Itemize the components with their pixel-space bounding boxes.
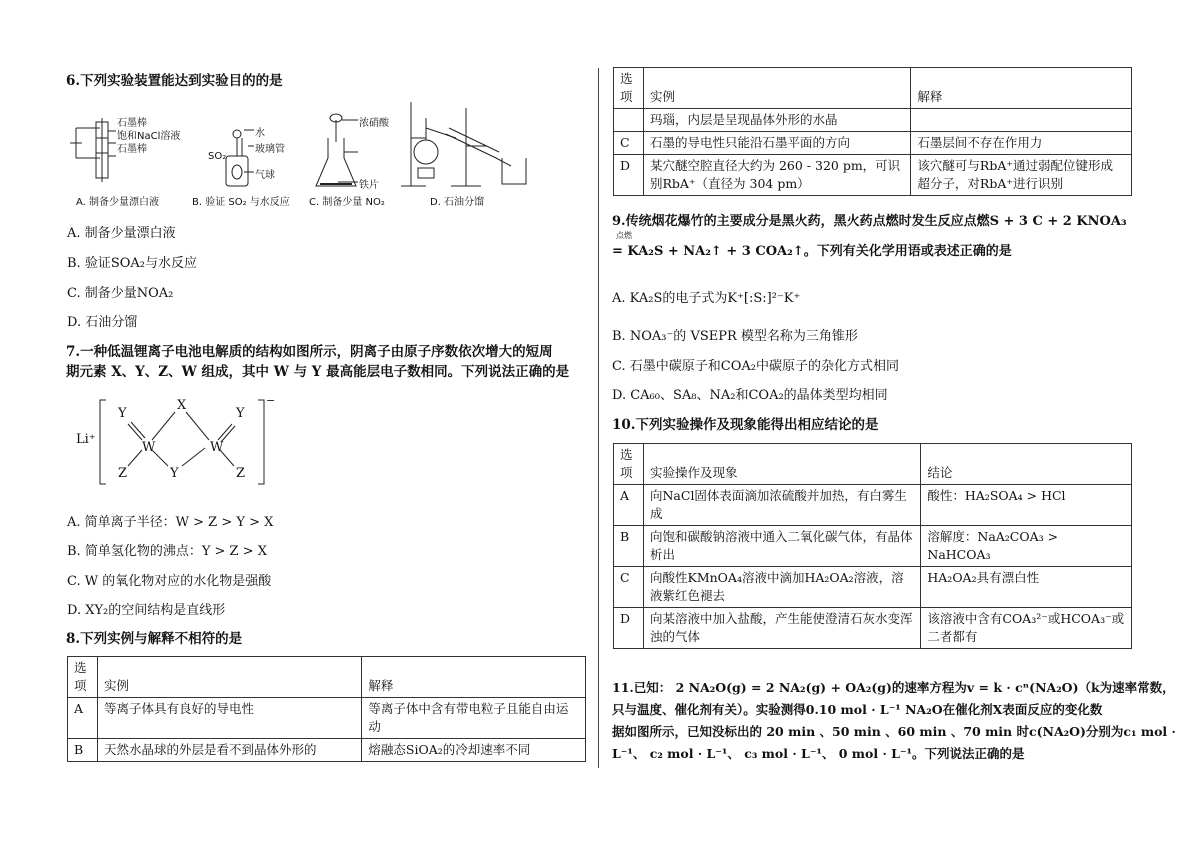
fig-label-b4: 气球	[255, 170, 275, 181]
q9-condition: 点燃	[616, 231, 632, 240]
fig-caption-a: A. 制备少量漂白液	[76, 197, 160, 208]
fig-label-b2: 玻璃管	[255, 144, 285, 155]
q10-table	[613, 443, 1132, 649]
cell-conclusion: 酸性：HA₂SOA₄ > HCl	[921, 485, 1132, 526]
apparatus-c	[316, 114, 358, 186]
cell-option: C	[614, 132, 644, 155]
header-explanation: 解释	[911, 68, 1132, 109]
cell-option: B	[614, 526, 644, 567]
table-row	[614, 109, 1132, 132]
header-option: 选 项	[68, 657, 98, 698]
q7-option-d: D. XY₂的空间结构是直线形	[67, 603, 226, 618]
q6-option-c: C. 制备少量NOA₂	[67, 286, 174, 301]
q7-atom-x: X	[177, 398, 187, 413]
q7-atom-z1: Z	[118, 466, 128, 481]
fig-label-c1: 浓硝酸	[359, 118, 389, 129]
cell-conclusion: HA₂OA₂具有漂白性	[921, 567, 1132, 608]
apparatus-a	[70, 118, 116, 182]
fig-label-b1: 水	[255, 128, 265, 139]
cell-option: C	[614, 567, 644, 608]
header-conclusion: 结论	[921, 444, 1132, 485]
column-divider	[598, 68, 599, 768]
question-6-stem: 6.下列实验装置能达到实验目的的是	[66, 73, 283, 89]
fig-caption-b: B. 验证 SO₂ 与水反应	[192, 197, 290, 208]
q7-charge-label: −	[266, 394, 276, 407]
q9-option-d: D. CA₆₀、SA₈、NA₂和COA₂的晶体类型均相同	[612, 388, 888, 403]
cell-explanation: 该穴醚可与RbA⁺通过弱配位键形成超分子，对RbA⁺进行识别	[911, 155, 1132, 196]
apparatus-d	[401, 102, 526, 186]
question-9-stem-line2: = KA₂S + NA₂↑ + 3 COA₂↑。下列有关化学用语或表述正确的是	[612, 244, 1012, 259]
fig-label-a3: 石墨棒	[117, 144, 147, 155]
table-header-row	[614, 68, 1132, 109]
question-9-stem-line1: 9.传统烟花爆竹的主要成分是黑火药，黑火药点燃时发生反应点燃S + 3 C + 2 KNOA₃	[612, 214, 1127, 229]
q7-atom-w1: W	[142, 440, 156, 455]
header-option: 选 项	[614, 68, 644, 109]
cell-example: 玛瑙，内层是呈现晶体外形的水晶	[643, 109, 910, 132]
question-7-stem-line1: 7.一种低温锂离子电池电解质的结构如图所示，阴离子由原子序数依次增大的短周	[66, 344, 553, 360]
q7-atom-y2: Y	[236, 406, 245, 421]
q7-option-a: A. 简单离子半径：W > Z > Y > X	[67, 515, 274, 530]
q7-option-b: B. 简单氢化物的沸点：Y > Z > X	[67, 544, 268, 559]
q9-option-c: C. 石墨中碳原子和COA₂中碳原子的杂化方式相同	[612, 359, 899, 374]
cell-option: B	[68, 739, 98, 762]
cell-option: A	[614, 485, 644, 526]
fig-label-c2: 铁片	[359, 180, 379, 191]
header-operation: 实验操作及现象	[643, 444, 920, 485]
q6-option-d: D. 石油分馏	[67, 315, 138, 330]
header-example: 实例	[643, 68, 910, 109]
q7-cation-label: Li⁺	[76, 432, 96, 447]
cell-operation: 向某溶液中加入盐酸，产生能使澄清石灰水变浑浊的气体	[643, 608, 920, 649]
question-11-line1: 11.已知： 2 NA₂O(g) = 2 NA₂(g) + OA₂(g)的速率方程为v = k · cⁿ(NA₂O)（k为速率常数，	[612, 680, 1175, 695]
q9-option-b: B. NOA₃⁻的 VSEPR 模型名称为三角锥形	[612, 329, 858, 344]
cell-explanation	[911, 109, 1132, 132]
cell-explanation: 石墨层间不存在作用力	[911, 132, 1132, 155]
table-row	[614, 526, 1132, 567]
fig-caption-d: D. 石油分馏	[430, 197, 485, 208]
table-row	[614, 567, 1132, 608]
cell-conclusion: 该溶液中含有COA₃²⁻或HCOA₃⁻或二者都有	[921, 608, 1132, 649]
cell-option	[614, 109, 644, 132]
question-8-stem: 8.下列实例与解释不相符的是	[66, 631, 243, 647]
table-row	[614, 608, 1132, 649]
table-row	[614, 132, 1132, 155]
q8-table-right	[613, 67, 1132, 196]
q7-atom-y3: Y	[170, 466, 179, 481]
question-7-stem-line2: 期元素 X、Y、Z、W 组成，其中 W 与 Y 最高能层电子数相同。下列说法正确的是	[66, 364, 570, 380]
q7-atom-w2: W	[210, 440, 224, 455]
cell-example: 等离子体具有良好的导电性	[97, 698, 361, 739]
table-row	[68, 698, 586, 739]
cell-option: D	[614, 608, 644, 649]
table-row	[614, 155, 1132, 196]
header-explanation: 解释	[362, 657, 586, 698]
cell-example: 石墨的导电性只能沿石墨平面的方向	[643, 132, 910, 155]
apparatus-b	[226, 130, 254, 186]
fig-caption-c: C. 制备少量 NO₂	[309, 197, 385, 208]
cell-operation: 向酸性KMnOA₄溶液中滴加HA₂OA₂溶液，溶液紫红色褪去	[643, 567, 920, 608]
cell-conclusion: 溶解度：NaA₂COA₃ > NaHCOA₃	[921, 526, 1132, 567]
fig-label-a2: 饱和NaCl溶液	[117, 131, 181, 142]
cell-explanation: 等离子体中含有带电粒子且能自由运动	[362, 698, 586, 739]
header-option: 选 项	[614, 444, 644, 485]
question-11-line4: L⁻¹、 c₂ mol · L⁻¹、 c₃ mol · L⁻¹、 0 mol · L⁻¹。下列说法正确的是	[612, 746, 1025, 761]
cell-example: 某穴醚空腔直径大约为 260 - 320 pm，可识别RbA⁺（直径为 304 pm）	[643, 155, 910, 196]
table-header-row	[68, 657, 586, 698]
cell-explanation: 熔融态SiOA₂的冷却速率不同	[362, 739, 586, 762]
table-row	[68, 739, 586, 762]
q9-option-a: A. KA₂S的电子式为K⁺[:S:]²⁻K⁺	[612, 291, 801, 306]
cell-operation: 向NaCl固体表面滴加浓硫酸并加热，有白雾生成	[643, 485, 920, 526]
q7-option-c: C. W 的氧化物对应的水化物是强酸	[67, 574, 272, 589]
cell-option: D	[614, 155, 644, 196]
cell-option: A	[68, 698, 98, 739]
q7-atom-y1: Y	[118, 406, 127, 421]
header-example: 实例	[97, 657, 361, 698]
q8-table-left	[67, 656, 586, 762]
question-11-line3: 据如图所示，已知没标出的 20 min 、50 min 、60 min 、70 min 时c(NA₂O)分别为c₁ mol ·	[612, 724, 1176, 739]
q7-atom-z2: Z	[236, 466, 246, 481]
question-10-stem: 10.下列实验操作及现象能得出相应结论的是	[612, 417, 879, 433]
table-header-row	[614, 444, 1132, 485]
cell-operation: 向饱和碳酸钠溶液中通入二氧化碳气体，有晶体析出	[643, 526, 920, 567]
q6-option-b: B. 验证SOA₂与水反应	[67, 256, 197, 271]
fig-label-a1: 石墨棒	[117, 118, 147, 129]
table-row	[614, 485, 1132, 526]
fig-label-b3: SO₂	[208, 151, 227, 162]
cell-example: 天然水晶球的外层是看不到晶体外形的	[97, 739, 361, 762]
question-11-line2: 只与温度、催化剂有关）。实验测得0.10 mol · L⁻¹ NA₂O在催化剂X表面反应的变化数	[612, 702, 1103, 717]
q6-option-a: A. 制备少量漂白液	[67, 226, 176, 241]
